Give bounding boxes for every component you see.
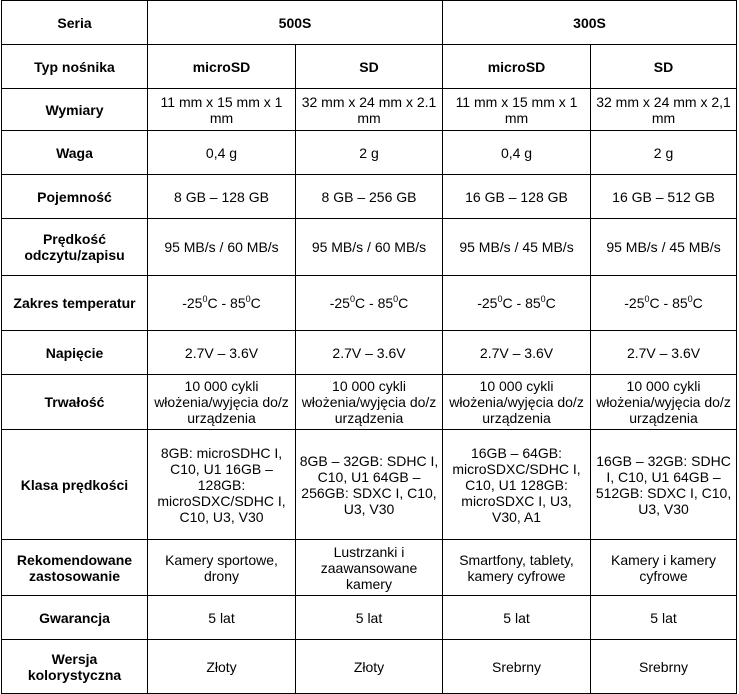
cell-500s-microsd: 8GB: microSDHC I, C10, U1 16GB – 128GB: microSDXC/SDHC I, C10, U3, V30 [148, 430, 296, 540]
cell-500s-sd: 2.7V – 3.6V [296, 331, 443, 375]
cell-300s-sd: 32 mm x 24 mm x 2,1 mm [591, 89, 737, 131]
row-label: Klasa prędkości [2, 430, 148, 540]
cell-500s-sd: 10 000 cykli włożenia/wyjęcia do/z urządzenia [296, 375, 443, 430]
cell-300s-sd: 95 MB/s / 45 MB/s [591, 219, 737, 276]
cell-500s-sd: 95 MB/s / 60 MB/s [296, 219, 443, 276]
cell-300s-sd: Srebrny [591, 640, 737, 694]
row-label: Gwarancja [2, 596, 148, 640]
row-read-write-speed [2, 219, 737, 276]
cell-300s-sd: 16 GB – 512 GB [591, 175, 737, 219]
cell-500s-sd: 8 GB – 256 GB [296, 175, 443, 219]
row-recommended-use [2, 540, 737, 596]
cell-500s-microsd: 2.7V – 3.6V [148, 331, 296, 375]
cell-300s-microsd: 16 GB – 128 GB [443, 175, 591, 219]
row-speed-class [2, 430, 737, 540]
cell-300s-sd: $-25^0C - 85^0C$ [591, 276, 737, 331]
row-label: Wymiary [2, 89, 148, 131]
cell-500s-microsd: microSD [148, 45, 296, 89]
cell-500s-microsd: 95 MB/s / 60 MB/s [148, 219, 296, 276]
row-durability [2, 375, 737, 430]
cell-300s-microsd: Srebrny [443, 640, 591, 694]
cell-500s-sd: Lustrzanki i zaawansowane kamery [296, 540, 443, 596]
row-color-version [2, 640, 737, 694]
cell-300s-microsd: 16GB – 64GB: microSDXC/SDHC I, C10, U1 128GB: microSDXC I, U3, V30, A1 [443, 430, 591, 540]
cell-300s-microsd: 5 lat [443, 596, 591, 640]
cell-500s-sd: 5 lat [296, 596, 443, 640]
cell-300s-sd: 2 g [591, 131, 737, 175]
cell-500s-microsd: Kamery sportowe, drony [148, 540, 296, 596]
row-warranty [2, 596, 737, 640]
cell-300s-microsd: 11 mm x 15 mm x 1 mm [443, 89, 591, 131]
cell-300s-sd: 16GB – 32GB: SDHC I, C10, U1 64GB – 512GB: SDXC I, C10, U3, V30 [591, 430, 737, 540]
header-label-cell: Seria [2, 1, 148, 45]
series-500s-header: 500S [148, 1, 443, 45]
row-media-type [2, 45, 737, 89]
cell-300s-sd: 5 lat [591, 596, 737, 640]
cell-500s-microsd: $-25^0C - 85^0C$ [148, 276, 296, 331]
cell-500s-microsd: 8 GB – 128 GB [148, 175, 296, 219]
spec-table [1, 0, 737, 694]
row-capacity [2, 175, 737, 219]
cell-500s-microsd: 11 mm x 15 mm x 1 mm [148, 89, 296, 131]
cell-300s-sd: Kamery i kamery cyfrowe [591, 540, 737, 596]
row-label: Zakres temperatur [2, 276, 148, 331]
cell-500s-microsd: 5 lat [148, 596, 296, 640]
cell-500s-sd: 2 g [296, 131, 443, 175]
cell-500s-microsd: 10 000 cykli włożenia/wyjęcia do/z urządzenia [148, 375, 296, 430]
row-weight [2, 131, 737, 175]
row-label: Prędkość odczytu/zapisu [2, 219, 148, 276]
cell-300s-microsd: microSD [443, 45, 591, 89]
cell-300s-microsd: 10 000 cykli włożenia/wyjęcia do/z urządzenia [443, 375, 591, 430]
cell-300s-sd: 2.7V – 3.6V [591, 331, 737, 375]
row-label: Wersja kolorystyczna [2, 640, 148, 694]
row-label: Trwałość [2, 375, 148, 430]
cell-500s-microsd: 0,4 g [148, 131, 296, 175]
cell-300s-microsd: 95 MB/s / 45 MB/s [443, 219, 591, 276]
cell-500s-sd: $-25^0C - 85^0C$ [296, 276, 443, 331]
cell-500s-sd: 8GB – 32GB: SDHC I, C10, U1 64GB – 256GB: SDXC I, C10, U3, V30 [296, 430, 443, 540]
row-label: Waga [2, 131, 148, 175]
cell-300s-microsd: 0,4 g [443, 131, 591, 175]
header-row [2, 1, 737, 45]
row-dimensions [2, 89, 737, 131]
cell-500s-sd: 32 mm x 24 mm x 2.1 mm [296, 89, 443, 131]
row-temperature-range [2, 276, 737, 331]
cell-500s-sd: Złoty [296, 640, 443, 694]
cell-300s-sd: SD [591, 45, 737, 89]
cell-300s-microsd: Smartfony, tablety, kamery cyfrowe [443, 540, 591, 596]
cell-500s-sd: SD [296, 45, 443, 89]
cell-300s-sd: 10 000 cykli włożenia/wyjęcia do/z urządzenia [591, 375, 737, 430]
row-label: Typ nośnika [2, 45, 148, 89]
row-label: Pojemność [2, 175, 148, 219]
cell-500s-microsd: Złoty [148, 640, 296, 694]
cell-300s-microsd: $-25^0C - 85^0C$ [443, 276, 591, 331]
row-voltage [2, 331, 737, 375]
cell-300s-microsd: 2.7V – 3.6V [443, 331, 591, 375]
row-label: Napięcie [2, 331, 148, 375]
row-label: Rekomendowane zastosowanie [2, 540, 148, 596]
series-300s-header: 300S [443, 1, 737, 45]
